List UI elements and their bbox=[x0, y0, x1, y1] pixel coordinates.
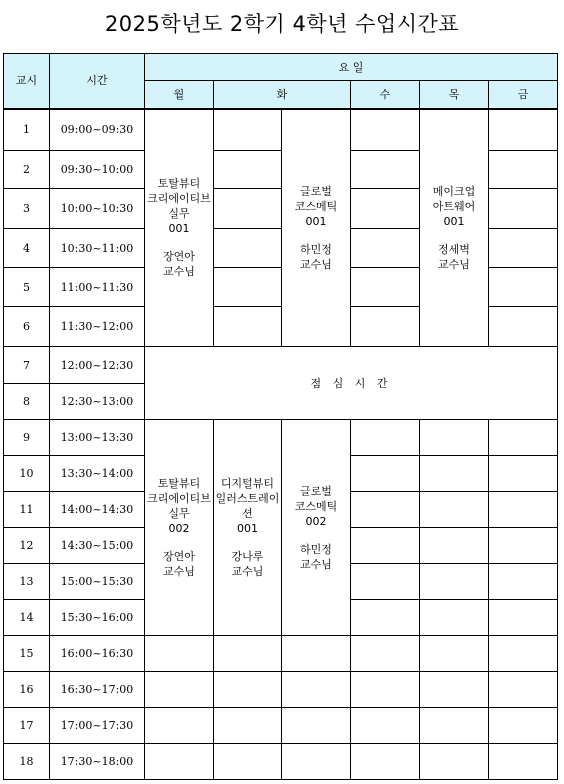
period-time: 10:30~11:00 bbox=[50, 229, 145, 268]
class-section: 001 bbox=[168, 222, 190, 236]
class-name: 실무 bbox=[168, 207, 190, 221]
empty-cell bbox=[214, 151, 282, 189]
header-day-thu: 목 bbox=[420, 81, 489, 109]
period-time: 12:30~13:00 bbox=[50, 384, 145, 420]
class-professor: 하민정 bbox=[300, 242, 332, 256]
empty-cell bbox=[282, 636, 351, 672]
period-time: 09:30~10:00 bbox=[50, 151, 145, 189]
header-day-tue: 화 bbox=[214, 81, 351, 109]
empty-cell bbox=[351, 492, 420, 528]
class-professor: 강나루 bbox=[231, 550, 264, 563]
empty-cell bbox=[420, 600, 489, 636]
period-number: 1 bbox=[4, 109, 50, 151]
empty-cell bbox=[489, 636, 558, 672]
timetable bbox=[3, 53, 558, 780]
empty-cell bbox=[351, 456, 420, 492]
empty-cell bbox=[351, 268, 420, 307]
empty-cell bbox=[420, 672, 489, 708]
empty-cell bbox=[214, 307, 282, 347]
class-cell-mon-am bbox=[145, 109, 214, 347]
empty-cell bbox=[489, 564, 558, 600]
table-row bbox=[4, 420, 558, 456]
empty-cell bbox=[489, 109, 558, 151]
class-professor: 장연아 bbox=[163, 250, 195, 264]
empty-cell bbox=[351, 564, 420, 600]
class-cell-thu-am bbox=[420, 109, 489, 347]
period-time: 11:30~12:00 bbox=[50, 307, 145, 347]
empty-cell bbox=[489, 420, 558, 456]
table-row bbox=[4, 636, 558, 672]
empty-cell bbox=[214, 109, 282, 151]
class-section: 001 bbox=[237, 522, 258, 535]
empty-cell bbox=[351, 189, 420, 229]
empty-cell bbox=[489, 307, 558, 347]
empty-cell bbox=[351, 420, 420, 456]
period-number: 12 bbox=[4, 528, 50, 564]
class-name: 글로벌 bbox=[300, 484, 332, 498]
empty-cell bbox=[351, 528, 420, 564]
class-name: 토탈뷰티 bbox=[157, 477, 201, 490]
empty-cell bbox=[282, 708, 351, 744]
empty-cell bbox=[351, 307, 420, 347]
empty-cell bbox=[420, 456, 489, 492]
empty-cell bbox=[351, 636, 420, 672]
period-time: 09:00~09:30 bbox=[50, 109, 145, 151]
period-number: 13 bbox=[4, 564, 50, 600]
class-cell-tue-pm-1 bbox=[214, 420, 282, 636]
class-name: 메이크업 bbox=[432, 184, 476, 198]
class-professor-title: 교수님 bbox=[231, 565, 264, 578]
period-number: 7 bbox=[4, 347, 50, 384]
empty-cell bbox=[214, 744, 282, 780]
empty-cell bbox=[351, 672, 420, 708]
class-name: 실무 bbox=[168, 507, 190, 520]
period-number: 9 bbox=[4, 420, 50, 456]
class-name: 코스메틱 bbox=[294, 199, 338, 213]
empty-cell bbox=[214, 636, 282, 672]
class-name: 코스메틱 bbox=[294, 499, 338, 513]
class-name: 크리에이티브 bbox=[147, 192, 211, 206]
empty-cell bbox=[489, 528, 558, 564]
period-number: 16 bbox=[4, 672, 50, 708]
class-professor-title: 교수님 bbox=[300, 557, 332, 571]
period-number: 2 bbox=[4, 151, 50, 189]
empty-cell bbox=[420, 564, 489, 600]
empty-cell bbox=[420, 708, 489, 744]
period-number: 6 bbox=[4, 307, 50, 347]
class-professor: 하민정 bbox=[300, 542, 332, 556]
class-professor-title: 교수님 bbox=[300, 257, 332, 271]
empty-cell bbox=[489, 708, 558, 744]
header-day-group: 요 일 bbox=[145, 54, 558, 81]
empty-cell bbox=[489, 744, 558, 780]
period-time: 10:00~10:30 bbox=[50, 189, 145, 229]
table-row bbox=[4, 347, 558, 384]
empty-cell bbox=[214, 708, 282, 744]
class-professor-title: 교수님 bbox=[163, 565, 195, 578]
period-number: 17 bbox=[4, 708, 50, 744]
table-row bbox=[4, 708, 558, 744]
empty-cell bbox=[489, 600, 558, 636]
period-time: 16:00~16:30 bbox=[50, 636, 145, 672]
empty-cell bbox=[351, 151, 420, 189]
period-number: 15 bbox=[4, 636, 50, 672]
class-cell-mon-pm bbox=[145, 420, 214, 636]
class-name: 디지털뷰티 bbox=[220, 477, 275, 490]
period-time: 14:00~14:30 bbox=[50, 492, 145, 528]
class-section: 001 bbox=[443, 214, 465, 228]
table-row bbox=[4, 109, 558, 151]
header-day-wed: 수 bbox=[351, 81, 420, 109]
class-cell-tue-am bbox=[282, 109, 351, 347]
period-time: 14:30~15:00 bbox=[50, 528, 145, 564]
page-title: 2025학년도 2학기 4학년 수업시간표 bbox=[104, 12, 460, 36]
empty-cell bbox=[489, 151, 558, 189]
empty-cell bbox=[489, 672, 558, 708]
lunch-cell: 점 심 시 간 bbox=[145, 347, 558, 420]
empty-cell bbox=[214, 672, 282, 708]
class-professor: 정세벽 bbox=[438, 242, 470, 256]
class-name: 크리에이티브 bbox=[147, 492, 211, 505]
period-number: 8 bbox=[4, 384, 50, 420]
header-period: 교시 bbox=[4, 54, 50, 109]
period-number: 18 bbox=[4, 744, 50, 780]
period-time: 13:00~13:30 bbox=[50, 420, 145, 456]
empty-cell bbox=[282, 744, 351, 780]
empty-cell bbox=[489, 492, 558, 528]
class-professor-title: 교수님 bbox=[438, 257, 470, 271]
empty-cell bbox=[489, 229, 558, 268]
class-section: 001 bbox=[305, 214, 327, 228]
period-time: 13:30~14:00 bbox=[50, 456, 145, 492]
empty-cell bbox=[351, 744, 420, 780]
class-section: 002 bbox=[168, 522, 190, 535]
empty-cell bbox=[145, 636, 214, 672]
period-time: 15:30~16:00 bbox=[50, 600, 145, 636]
period-number: 4 bbox=[4, 229, 50, 268]
period-number: 3 bbox=[4, 189, 50, 229]
class-name: 아트웨어 bbox=[432, 199, 476, 213]
empty-cell bbox=[351, 600, 420, 636]
empty-cell bbox=[145, 672, 214, 708]
table-row bbox=[4, 744, 558, 780]
empty-cell bbox=[489, 189, 558, 229]
empty-cell bbox=[214, 189, 282, 229]
period-number: 14 bbox=[4, 600, 50, 636]
empty-cell bbox=[489, 456, 558, 492]
class-section: 002 bbox=[305, 514, 327, 528]
empty-cell bbox=[214, 268, 282, 307]
empty-cell bbox=[351, 109, 420, 151]
class-name: 글로벌 bbox=[300, 184, 332, 198]
empty-cell bbox=[282, 672, 351, 708]
empty-cell bbox=[420, 420, 489, 456]
empty-cell bbox=[420, 528, 489, 564]
empty-cell bbox=[351, 708, 420, 744]
period-time: 11:00~11:30 bbox=[50, 268, 145, 307]
period-number: 11 bbox=[4, 492, 50, 528]
empty-cell bbox=[420, 636, 489, 672]
class-professor: 장연아 bbox=[163, 550, 195, 563]
header-day-mon: 월 bbox=[145, 81, 214, 109]
empty-cell bbox=[351, 229, 420, 268]
empty-cell bbox=[420, 744, 489, 780]
period-time: 17:00~17:30 bbox=[50, 708, 145, 744]
header-day-fri: 금 bbox=[489, 81, 558, 109]
class-name: 토탈뷰티 bbox=[157, 177, 201, 191]
empty-cell bbox=[145, 744, 214, 780]
period-time: 16:30~17:00 bbox=[50, 672, 145, 708]
class-cell-tue-pm-2 bbox=[282, 420, 351, 636]
empty-cell bbox=[145, 708, 214, 744]
class-name: 일러스트레이션 bbox=[215, 492, 280, 520]
class-professor-title: 교수님 bbox=[163, 265, 195, 279]
period-number: 5 bbox=[4, 268, 50, 307]
empty-cell bbox=[420, 492, 489, 528]
period-number: 10 bbox=[4, 456, 50, 492]
empty-cell bbox=[489, 268, 558, 307]
header-time: 시간 bbox=[50, 54, 145, 109]
period-time: 12:00~12:30 bbox=[50, 347, 145, 384]
empty-cell bbox=[214, 229, 282, 268]
period-time: 17:30~18:00 bbox=[50, 744, 145, 780]
period-time: 15:00~15:30 bbox=[50, 564, 145, 600]
table-row bbox=[4, 672, 558, 708]
